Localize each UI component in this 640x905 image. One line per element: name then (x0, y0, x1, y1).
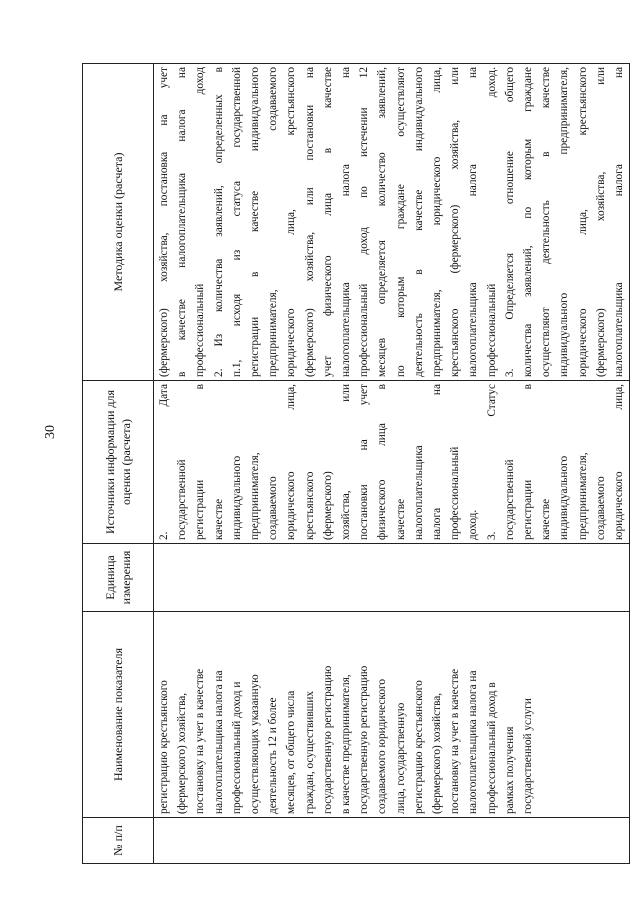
text-line: 3. Статус (485, 384, 498, 540)
text-line: осуществляют деятельность в качестве (540, 67, 553, 377)
text-line: качестве (212, 498, 225, 540)
text-line: в качестве налогоплательщика налога на (176, 67, 189, 377)
cell-method (154, 64, 630, 381)
text-line: постановку на учет в качестве (194, 668, 207, 814)
text-line: по которым граждане осуществляют (394, 67, 407, 377)
text-line: лица, государственную (394, 702, 407, 814)
page-number: 30 (43, 425, 58, 439)
text-line: юридического лица, (285, 384, 298, 540)
text-line: налогоплательщика налога на (212, 670, 225, 814)
text-line: постановку на учет в качестве (449, 668, 462, 814)
text-line: создаваемого (594, 476, 607, 540)
text-line: индивидуального (558, 455, 571, 540)
text-line: постановки на учет (358, 384, 371, 540)
text-line: создаваемого (267, 476, 280, 540)
text-line: налога на (431, 384, 444, 540)
text-line: государственной (503, 459, 516, 540)
cell-source (154, 381, 630, 544)
header-unit: Единица измерения (83, 544, 154, 612)
text-line: (фермерского) хозяйства, постановка на учет (158, 67, 170, 377)
text-line: государственной (176, 459, 189, 540)
text-line: регистрацию крестьянского (158, 680, 170, 814)
text-line: государственную регистрацию (321, 665, 334, 814)
text-line: (фермерского) хозяйства, или (594, 67, 607, 377)
text-line: предпринимателя, юридического лица, (431, 67, 444, 377)
text-line: деятельность в качестве индивидуального (412, 67, 425, 377)
text-line: налогоплательщика налога на (467, 670, 480, 814)
text-line: создаваемого юридического (376, 679, 389, 814)
text-line: качестве (540, 498, 553, 540)
text-line: месяцев определяется количество заявлений, (376, 67, 389, 377)
text-line: крестьянского (фермерского) хозяйства, или (449, 67, 462, 377)
text-line: предпринимателя, создаваемого (267, 67, 280, 377)
text-line: предпринимателя, (249, 452, 262, 540)
text-line: юридического лица, (613, 384, 626, 540)
text-line: (фермерского) (321, 471, 334, 540)
table-header-row (83, 64, 154, 864)
text-line: регистрацию крестьянского (412, 680, 425, 814)
text-line: профессиональный доход в (485, 682, 498, 814)
text-line: качестве (394, 498, 407, 540)
text-line: налогоплательщика (412, 445, 425, 540)
text-line: крестьянского (303, 471, 316, 540)
text-line: индивидуального (230, 455, 243, 540)
indicator-table (82, 63, 630, 864)
text-line: юридического лица, крестьянского (285, 67, 298, 377)
text-line: рамках получения (503, 726, 516, 814)
text-line: граждан, осуществивших (303, 690, 316, 814)
text-line: учет физического лица в качестве (321, 67, 334, 377)
text-line: профессиональный доход по истечении 12 (358, 67, 371, 377)
text-line: налогоплательщика налога на (613, 67, 626, 377)
header-method: Методика оценки (расчета) (83, 64, 154, 381)
text-line: налогоплательщика налога на (467, 67, 480, 377)
header-num: № п/п (83, 818, 154, 864)
text-line: в качестве предпринимателя, (340, 674, 353, 814)
text-line: месяцев, от общего числа (285, 690, 298, 814)
header-name: Наименование показателя (83, 612, 154, 818)
text-line: регистрации в качестве индивидуального (249, 67, 262, 377)
text-line: государственную регистрацию (358, 665, 371, 814)
rotated-table-sheet (82, 64, 626, 864)
text-line: деятельность 12 и более (267, 697, 280, 814)
text-line: профессиональный доход. (485, 67, 498, 377)
text-line: юридического лица, крестьянского (576, 67, 589, 377)
text-line: 2. Дата (158, 384, 170, 540)
text-line: регистрации в (194, 384, 207, 540)
text-line: (фермерского) хозяйства, (176, 692, 189, 814)
text-line: хозяйства, или (340, 384, 353, 540)
text-line: осуществляющих указанную (249, 674, 262, 814)
text-line: 3. Определяется отношение общего (503, 67, 516, 377)
text-line: п.1, исходя из статуса государственной (230, 67, 243, 377)
text-line: профессиональный доход (194, 67, 207, 377)
header-source: Источники информации для оценки (расчета) (83, 381, 154, 544)
text-line: (фермерского) хозяйства, или постановки на (303, 67, 316, 377)
text-line: предпринимателя, (576, 452, 589, 540)
cell-unit (154, 544, 630, 612)
text-line: физического лица в (376, 384, 389, 540)
text-line: 2. Из количества заявлений, определенных в (212, 67, 225, 377)
cell-name (154, 612, 630, 818)
text-line: государственной услуги (522, 698, 535, 814)
text-line: (фермерского) хозяйства, (431, 692, 444, 814)
text-line: регистрации в (522, 384, 535, 540)
text-line: доход. (467, 509, 480, 540)
table-row (154, 64, 630, 864)
text-line: профессиональный (449, 446, 462, 540)
text-line: профессиональный доход и (230, 681, 243, 814)
text-line: налогоплательщика налога на (340, 67, 353, 377)
text-line: индивидуального предпринимателя, (558, 67, 571, 377)
text-line: количества заявлений, по которым граждане (522, 67, 535, 377)
cell-num (154, 818, 630, 864)
